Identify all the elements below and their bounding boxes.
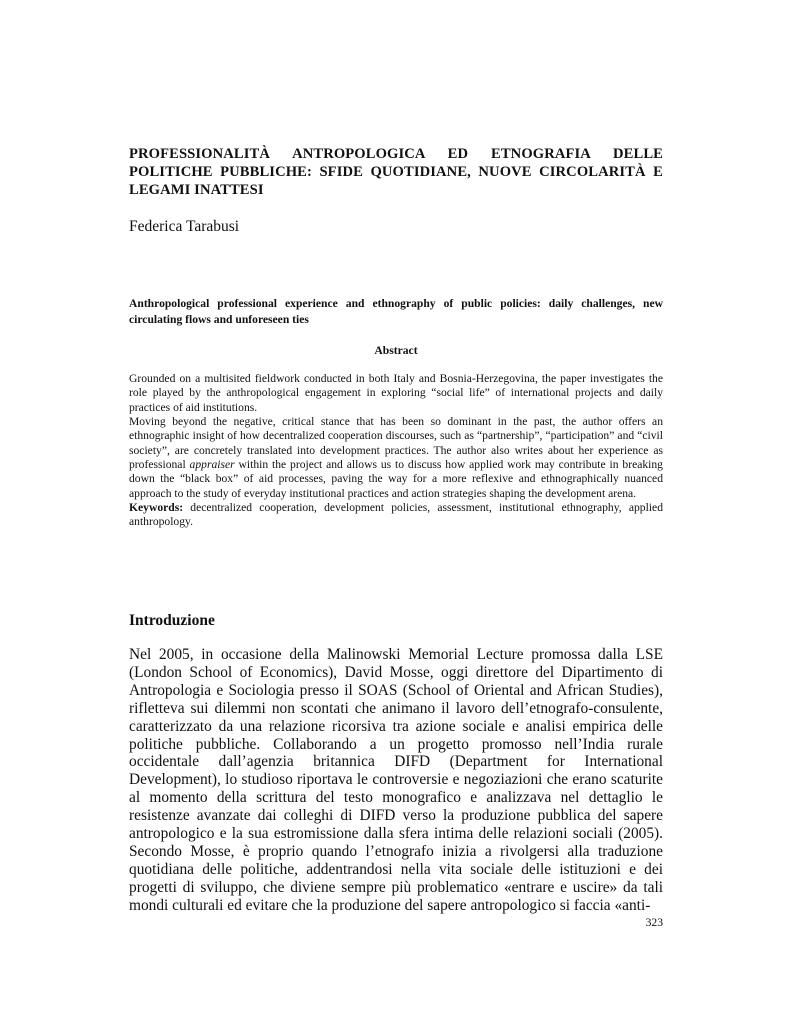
paper-title: PROFESSIONALITÀ ANTROPOLOGICA ED ETNOGRAFIA DELLE POLITICHE PUBBLICHE: SFIDE QUOTIDIANE, NUOVE CIRCOLARITÀ E LEGAMI INATTESI bbox=[129, 146, 663, 198]
abstract-paragraph-2 bbox=[129, 415, 663, 501]
abstract-block bbox=[129, 372, 663, 530]
english-title: Anthropological professional experience and ethnography of public policies: daily challenges, new circulating flows and unforeseen ties bbox=[129, 297, 663, 326]
keywords-label: Keywords: bbox=[129, 501, 184, 515]
page-number: 323 bbox=[645, 916, 663, 929]
abstract-paragraph-2-start: Moving beyond the negative, critical stance that has been so dominant in the past, the author offers an ethnographic insight of how decentralized cooperation discourses, such as “partnership”, “participation” and “civil society”, are concretely translated into development practices. The author also writes about her experience as professional bbox=[129, 415, 663, 472]
abstract-heading: Abstract bbox=[374, 344, 418, 357]
introduction-body: Nel 2005, in occasione della Malinowski Memorial Lecture promossa dalla LSE (London School of Economics), David Mosse, oggi direttore del Dipartimento di Antropologia e Sociologia presso il SOAS (School of Oriental and African Studies), rifletteva sui dilemmi non scontati che animano il lavoro dell’etnografo-consulente, caratterizzato da una relazione ricorsiva tra azione sociale e analisi empirica delle politiche pubbliche. Collaborando a un progetto promosso nell’India rurale occidentale dall’agenzia britannica DIFD (Department for International Development), lo studioso riportava le controversie e negoziazioni che erano scaturite al momento della scrittura del testo monografico e analizzava nel dettaglio le resistenze avanzate dai colleghi di DIFD verso la produzione pubblica del sapere antropologico e la sua estromissione dalla sfera intima delle relazioni sociali (2005). Secondo Mosse, è proprio quando l’etnografo inizia a rivolgersi alla traduzione quotidiana delle politiche, addentrandosi nella vita sociale delle istituzioni e dei progetti di sviluppo, che diviene sempre più problematico «entrare e uscire» da tali mondi culturali ed evitare che la produzione del sapere antropologico si faccia «anti- bbox=[129, 646, 663, 914]
appraiser-term: appraiser bbox=[189, 458, 235, 472]
abstract-paragraph-2-end: within the project and allows us to discuss how applied work may contribute in breaking down the “black box” of aid processes, paving the way for a more reflexive and ethnographically nuanced approach to the study of everyday institutional practices and action strategies shaping the development arena. bbox=[129, 458, 663, 500]
keywords-line bbox=[129, 501, 663, 530]
abstract-paragraph-1: Grounded on a multisited fieldwork conducted in both Italy and Bosnia-Herzegovina, the paper investigates the role played by the anthropological engagement in exploring “social life” of international projects and daily practices of aid institutions. bbox=[129, 372, 663, 414]
author-name: Federica Tarabusi bbox=[129, 218, 240, 235]
introduction-heading: Introduzione bbox=[129, 612, 215, 629]
keywords-text: decentralized cooperation, development policies, assessment, institutional ethnography, applied anthropology. bbox=[129, 501, 663, 529]
